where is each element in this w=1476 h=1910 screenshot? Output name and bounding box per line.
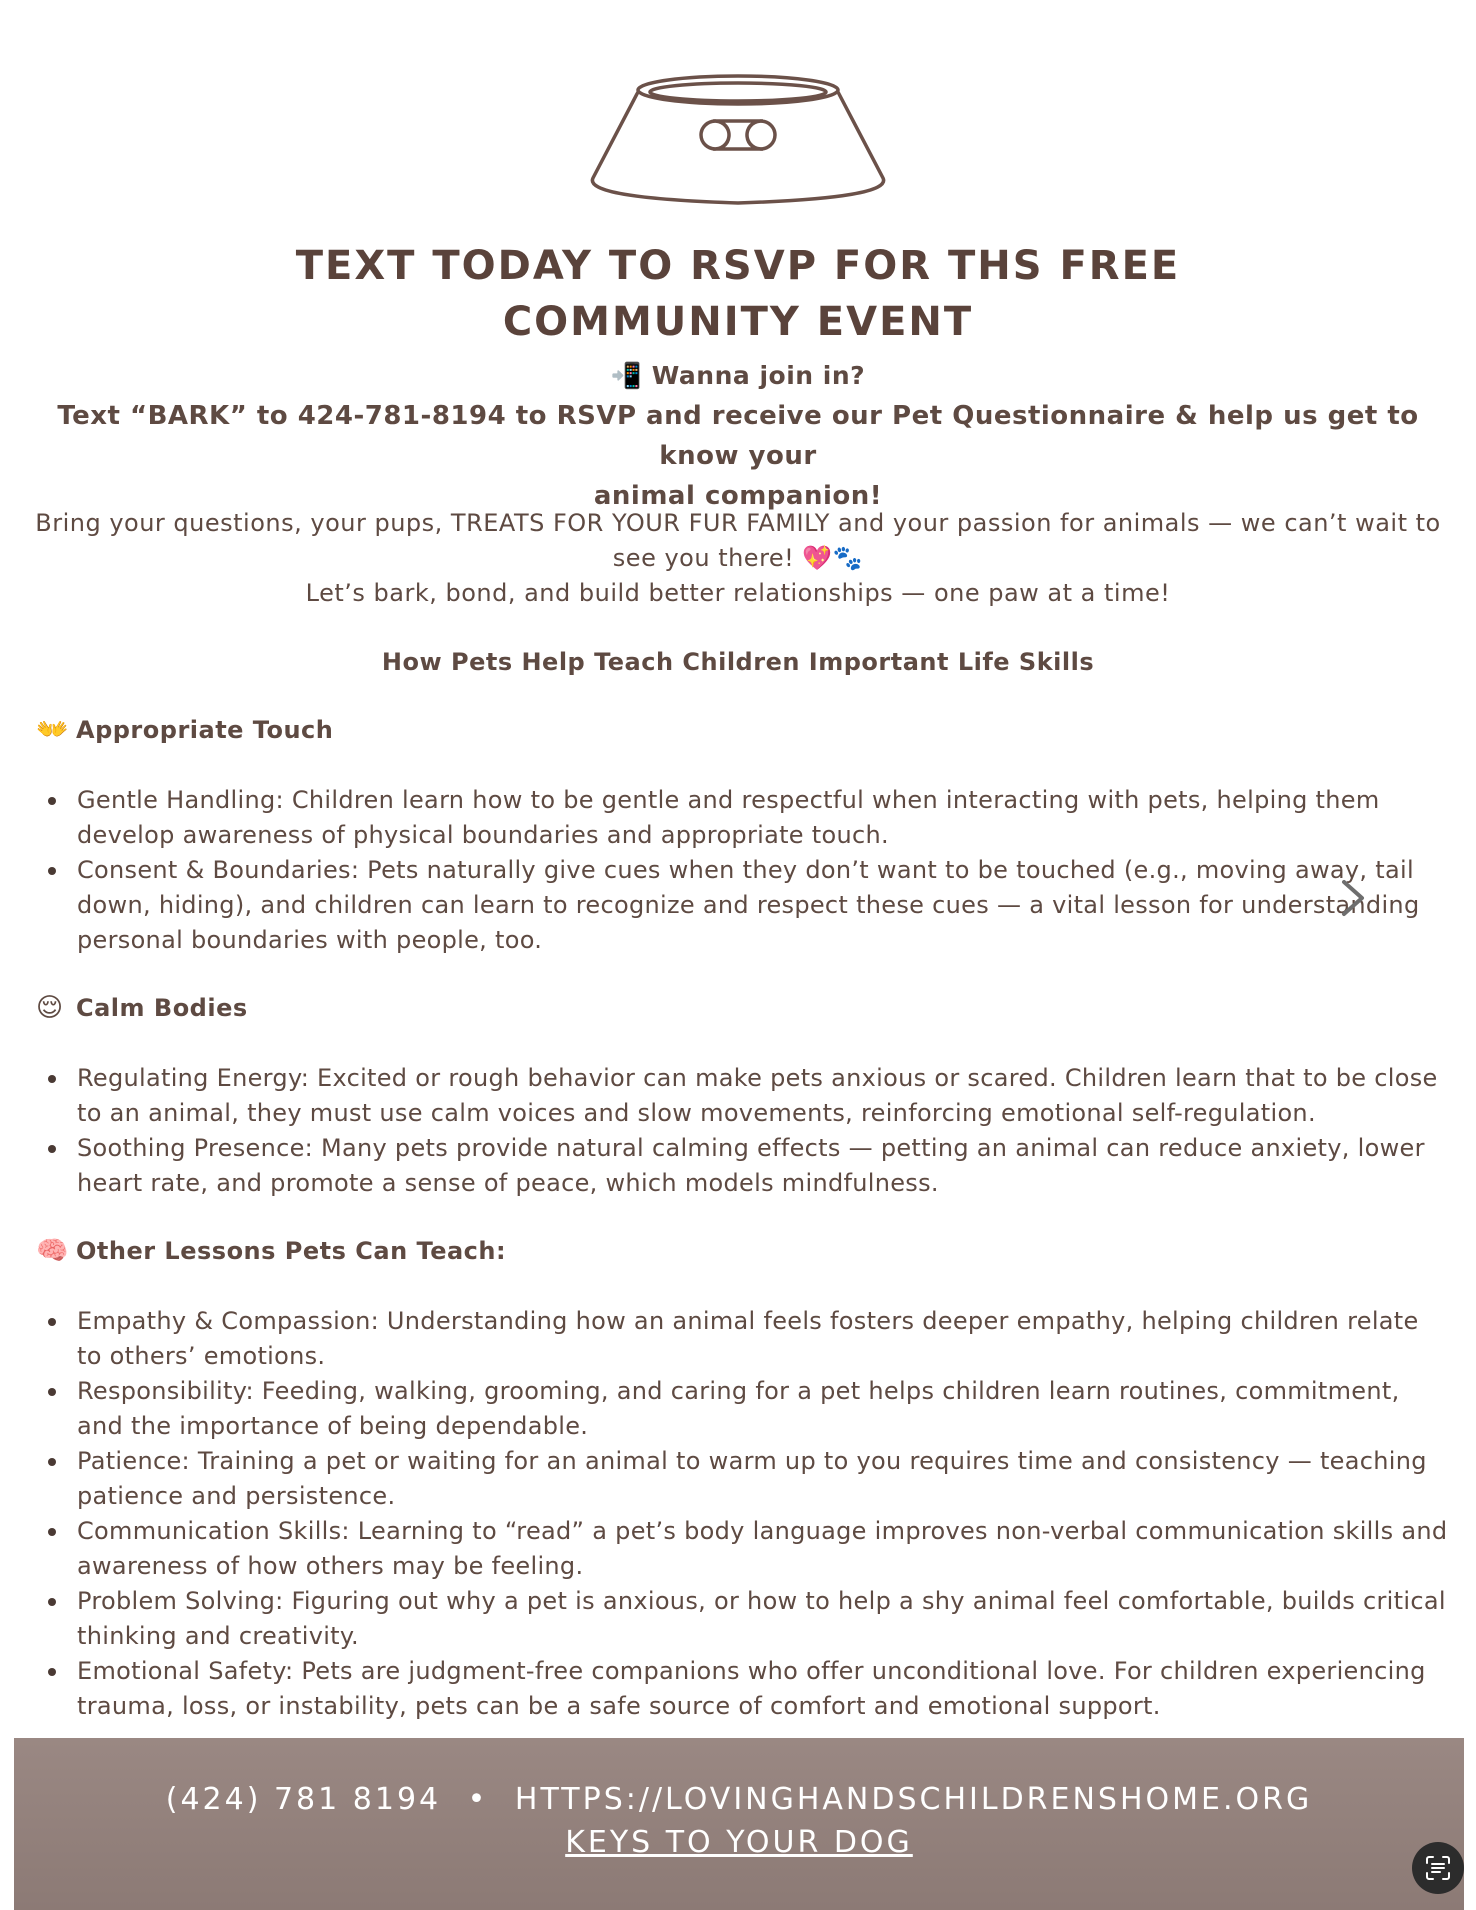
calm-bodies-list: [40, 1061, 1450, 1201]
section-heading-calm-bodies: [36, 990, 248, 1026]
dog-bowl-bone-icon: [583, 70, 893, 210]
text-scan-icon: [1424, 1854, 1452, 1882]
join-prompt: [20, 356, 1456, 396]
list-item: Problem Solving: Figuring out why a pet is anxious, or how to help a shy animal feel comfortable, builds critical thinking and creativity.: [40, 1584, 1450, 1654]
keys-to-your-dog-link[interactable]: KEYS TO YOUR DOG: [565, 1825, 913, 1860]
list-item: Patience: Training a pet or waiting for an animal to warm up to you requires time and consistency — teaching patience and persistence.: [40, 1444, 1450, 1514]
section-title: Appropriate Touch: [76, 716, 334, 744]
rsvp-line-1: Text “BARK” to 424-781-8194 to RSVP and receive our Pet Questionnaire & help us get to know your: [57, 401, 1419, 471]
rsvp-line-2: animal companion!: [593, 481, 883, 511]
list-item: Empathy & Compassion: Understanding how an animal feels fosters deeper empathy, helping children relate to others’ emotions.: [40, 1304, 1450, 1374]
section-title: Other Lessons Pets Can Teach:: [76, 1237, 507, 1265]
appropriate-touch-list: [40, 783, 1450, 958]
life-skills-heading: How Pets Help Teach Children Important Life Skills: [381, 648, 1095, 676]
list-item: Regulating Energy: Excited or rough behavior can make pets anxious or scared. Children learn that to be close to an animal, they must use calm voices and slow movements, reinforcing emotional self-regulation.: [40, 1061, 1450, 1131]
rsvp-instructions: [20, 396, 1456, 516]
title-line-1: TEXT TODAY TO RSVP FOR THS FREE: [295, 243, 1181, 289]
footer-contact: [14, 1780, 1464, 1820]
open-hands-icon: 👐: [36, 715, 69, 745]
invitation-line-3: Let’s bark, bond, and build better relationships — one paw at a time!: [305, 579, 1171, 607]
other-lessons-list: [40, 1304, 1450, 1724]
list-item: Gentle Handling: Children learn how to be gentle and respectful when interacting with pets, helping them develop awareness of physical boundaries and appropriate touch.: [40, 783, 1450, 853]
footer-phone[interactable]: (424) 781 8194: [165, 1782, 442, 1817]
invitation-line-2: see you there! 💖🐾: [612, 544, 864, 572]
list-item: Consent & Boundaries: Pets naturally give cues when they don’t want to be touched (e.g., moving away, tail down, hiding), and children can learn to recognize and respect these cues — a vital lesson for understanding personal boundaries with people, too.: [40, 853, 1450, 958]
invitation-line-1: Bring your questions, your pups, TREATS FOR YOUR FUR FAMILY and your passion for animals — we can’t wait to: [35, 509, 1441, 537]
text-scan-button[interactable]: [1412, 1842, 1464, 1894]
chevron-right-icon[interactable]: [1336, 876, 1370, 920]
invitation-text: [20, 506, 1456, 611]
section-heading-other-lessons: [36, 1233, 506, 1269]
footer-banner: [14, 1738, 1464, 1910]
list-item: Responsibility: Feeding, walking, grooming, and caring for a pet helps children learn routines, commitment, and the importance of being dependable.: [40, 1374, 1450, 1444]
join-text: Wanna join in?: [651, 361, 866, 390]
list-item: Soothing Presence: Many pets provide natural calming effects — petting an animal can reduce anxiety, lower heart rate, and promote a sense of peace, which models mindfulness.: [40, 1131, 1450, 1201]
page-title: [150, 238, 1326, 350]
title-line-2: COMMUNITY EVENT: [502, 299, 974, 345]
list-item: Communication Skills: Learning to “read” a pet’s body language improves non-verbal communication skills and awareness of how others may be feeling.: [40, 1514, 1450, 1584]
footer-url-link[interactable]: HTTPS://LOVINGHANDSCHILDRENSHOME.ORG: [514, 1782, 1313, 1817]
brain-icon: 🧠: [36, 1236, 69, 1266]
relieved-face-icon: 😌: [36, 993, 64, 1023]
list-item: Emotional Safety: Pets are judgment-free companions who offer unconditional love. For children experiencing trauma, loss, or instability, pets can be a safe source of comfort and emotional support.: [40, 1654, 1450, 1724]
section-heading-appropriate-touch: [36, 712, 333, 748]
section-title: Calm Bodies: [76, 994, 248, 1022]
footer-link-row: [14, 1823, 1464, 1863]
footer-separator: •: [467, 1782, 489, 1817]
mobile-phone-arrow-icon: 📲: [610, 361, 643, 390]
